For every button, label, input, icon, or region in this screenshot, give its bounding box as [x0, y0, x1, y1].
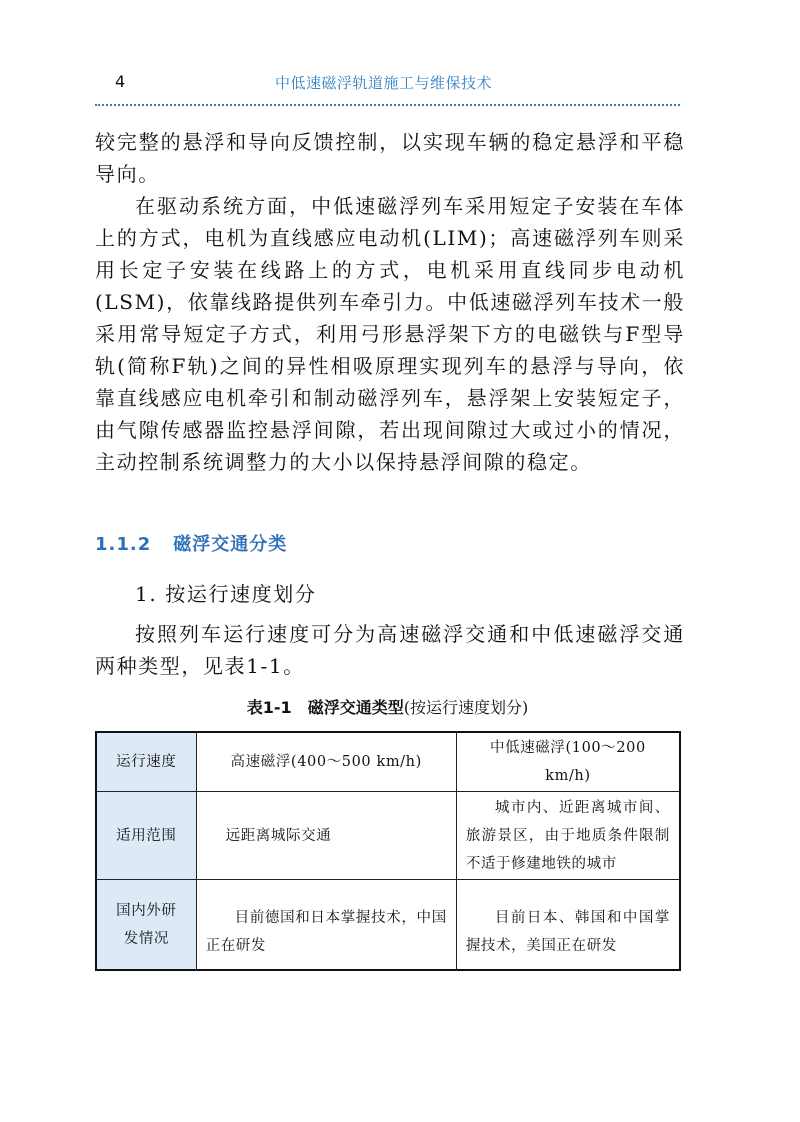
- table-caption: [95, 695, 680, 718]
- table-caption-number: 表1-1: [246, 698, 292, 717]
- table-cell: 目前德国和日本掌握技术，中国正在研发: [196, 880, 456, 971]
- paragraph: 在驱动系统方面，中低速磁浮列车采用短定子安装在车体上的方式，电机为直线感应电动机(LIM)；高速磁浮列车则采用长定子安装在线路上的方式，电机采用直线同步电动机(LSM)，依靠线路提供列车牵引力。中低速磁浮列车技术一般采用常导短定子方式，利用弓形悬浮架下方的电磁铁与F型导轨(简称F轨)之间的异性相吸原理实现列车的悬浮与导向，依靠直线感应电机牵引和制动磁浮列车，悬浮架上安装短定子，由气隙传感器监控悬浮间隙，若出现间隙过大或过小的情况，主动控制系统调整力的大小以保持悬浮间隙的稳定。: [95, 194, 685, 474]
- table-header-cell: 高速磁浮(400～500 km/h): [196, 732, 456, 792]
- table-row: [96, 792, 680, 880]
- table-header-cell: 运行速度: [96, 732, 196, 792]
- table-cell: 远距离城际交通: [196, 792, 456, 880]
- subsection: [95, 578, 685, 682]
- table-row-label: 适用范围: [96, 792, 196, 880]
- table-header-cell: 中低速磁浮(100～200 km/h): [456, 732, 680, 792]
- running-title: 中低速磁浮轨道施工与维保技术: [275, 74, 493, 92]
- paragraph: 较完整的悬浮和导向反馈控制，以实现车辆的稳定悬浮和平稳导向。: [95, 130, 685, 186]
- header-divider: [95, 104, 680, 106]
- maglev-type-table: [95, 731, 681, 971]
- subsection-item: 1. 按运行速度划分: [135, 582, 317, 606]
- table-row-label: 国内外研发情况: [96, 880, 196, 971]
- table-header-row: [96, 732, 680, 792]
- table-cell: 城市内、近距离城市间、旅游景区，由于地质条件限制不适于修建地铁的城市: [456, 792, 680, 880]
- page-header: [95, 70, 680, 100]
- body-text: [95, 126, 685, 478]
- table-row: [96, 880, 680, 971]
- table-cell: 目前日本、韩国和中国掌握技术，美国正在研发: [456, 880, 680, 971]
- section-heading: [95, 530, 287, 556]
- table-caption-title: 磁浮交通类型: [307, 698, 404, 717]
- section-number: 1.1.2: [95, 534, 152, 555]
- paragraph: 按照列车运行速度可分为高速磁浮交通和中低速磁浮交通两种类型，见表1-1。: [95, 622, 685, 678]
- section-title: 磁浮交通分类: [173, 534, 288, 555]
- page-number: 4: [115, 72, 126, 91]
- table-caption-note: (按运行速度划分): [403, 698, 529, 717]
